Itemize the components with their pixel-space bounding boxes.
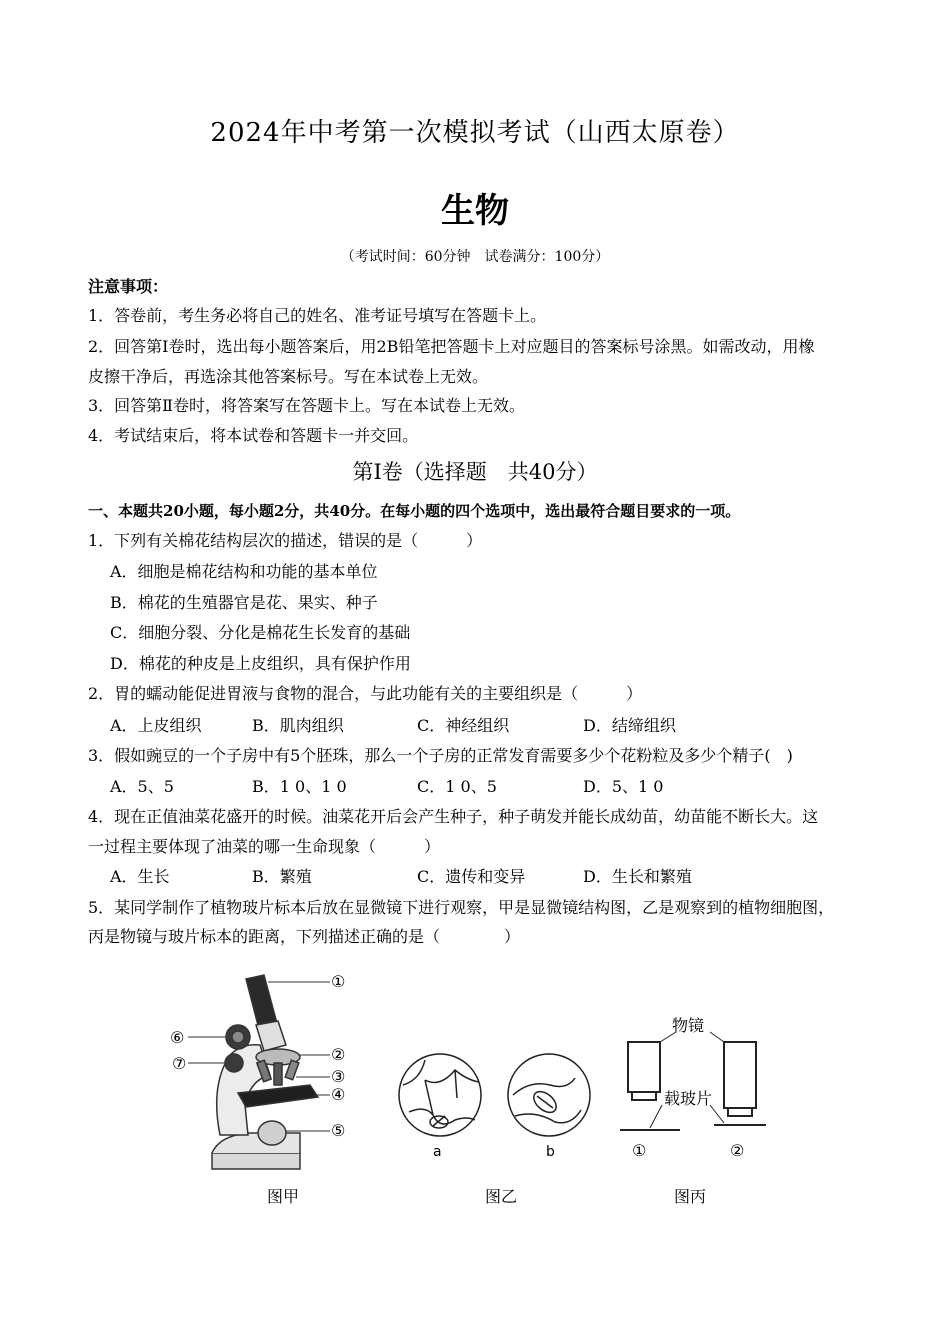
cell-a-label: a [433, 1144, 442, 1160]
label-6: ⑥ [170, 1028, 185, 1047]
figure-yi-caption: 图乙 [485, 1187, 518, 1206]
question-4-stem: 4．现在正值油菜花盛开的时候。油菜花开后会产生种子，种子萌发并能长成幼苗，幼苗能不断长大。这 [88, 807, 819, 826]
question-1-option-c: C．细胞分裂、分化是棉花生长发育的基础 [110, 623, 411, 642]
objective-distance-figure [610, 1030, 780, 1140]
subject-title: 生物 [441, 191, 509, 231]
question-4-stem-cont: 一过程主要体现了油菜的哪一生命现象（ ） [88, 837, 441, 856]
question-1-option-a: A．细胞是棉花结构和功能的基本单位 [110, 562, 378, 581]
question-4-option-b: B．繁殖 [252, 867, 312, 886]
label-3: ③ [331, 1067, 346, 1086]
question-2-option-c: C．神经组织 [417, 716, 510, 735]
note-item: 皮擦干净后，再选涂其他答案标号。写在本试卷上无效。 [88, 367, 489, 386]
note-item: 4．考试结束后，将本试卷和答题卡一并交回。 [88, 426, 419, 445]
question-3-option-a: A．5、5 [110, 777, 174, 796]
question-3-option-c: C．1 0、5 [417, 777, 497, 796]
microscope-figure [160, 965, 360, 1175]
label-4: ④ [331, 1085, 346, 1104]
note-item: 1．答卷前，考生务必将自己的姓名、准考证号填写在答题卡上。 [88, 306, 547, 325]
question-3-option-b: B．1 0、1 0 [252, 777, 347, 796]
question-4-option-d: D．生长和繁殖 [583, 867, 692, 886]
label-7: ⑦ [172, 1054, 187, 1073]
label-5: ⑤ [331, 1121, 346, 1140]
bing-label-1: ① [632, 1141, 647, 1160]
question-2-option-b: B．肌肉组织 [252, 716, 344, 735]
question-2-stem: 2．胃的蠕动能促进胃液与食物的混合，与此功能有关的主要组织是（ ） [88, 684, 643, 703]
cell-view-figure [395, 1050, 595, 1150]
notes-heading: 注意事项： [88, 277, 169, 296]
section-instruction: 一、本题共20小题，每小题2分，共40分。在每小题的四个选项中，选出最符合题目要求的一项。 [88, 502, 741, 520]
note-item: 3．回答第Ⅱ卷时，将答案写在答题卡上。写在本试卷上无效。 [88, 396, 526, 415]
question-3-stem: 3．假如豌豆的一个子房中有5个胚珠，那么一个子房的正常发育需要多少个花粉粒及多少个精子( ) [88, 746, 793, 765]
section-title: 第Ⅰ卷（选择题 共40分） [352, 460, 598, 484]
note-item: 2．回答第Ⅰ卷时，选出每小题答案后，用2B铅笔把答题卡上对应题目的答案标号涂黑。如需改动，用橡 [88, 337, 815, 356]
exam-meta: （考试时间：60分钟 试卷满分：100分） [340, 249, 610, 265]
question-3-option-d: D．5、1 0 [583, 777, 664, 796]
bing-label-2: ② [730, 1141, 745, 1160]
question-1-option-b: B．棉花的生殖器官是花、果实、种子 [110, 593, 378, 612]
question-4-option-a: A．生长 [110, 867, 170, 886]
question-4-option-c: C．遗传和变异 [417, 867, 526, 886]
cell-b-label: b [546, 1144, 555, 1160]
figure-bing-caption: 图丙 [674, 1187, 707, 1206]
question-1-option-d: D．棉花的种皮是上皮组织，具有保护作用 [110, 654, 411, 673]
question-5-stem: 5．某同学制作了植物玻片标本后放在显微镜下进行观察，甲是显微镜结构图，乙是观察到的植物细胞图， [88, 898, 835, 917]
exam-title: 2024年中考第一次模拟考试（山西太原卷） [210, 118, 740, 148]
slide-label: 载玻片 [664, 1089, 713, 1108]
figure-jia-caption: 图甲 [267, 1187, 300, 1206]
question-5-stem-cont: 丙是物镜与玻片标本的距离，下列描述正确的是（ ） [88, 927, 521, 946]
question-2-option-d: D．结缔组织 [583, 716, 676, 735]
question-1-stem: 1．下列有关棉花结构层次的描述，错误的是（ ） [88, 531, 483, 550]
objective-label: 物镜 [672, 1016, 705, 1035]
label-1: ① [331, 972, 346, 991]
label-2: ② [331, 1045, 346, 1064]
question-2-option-a: A．上皮组织 [110, 716, 202, 735]
